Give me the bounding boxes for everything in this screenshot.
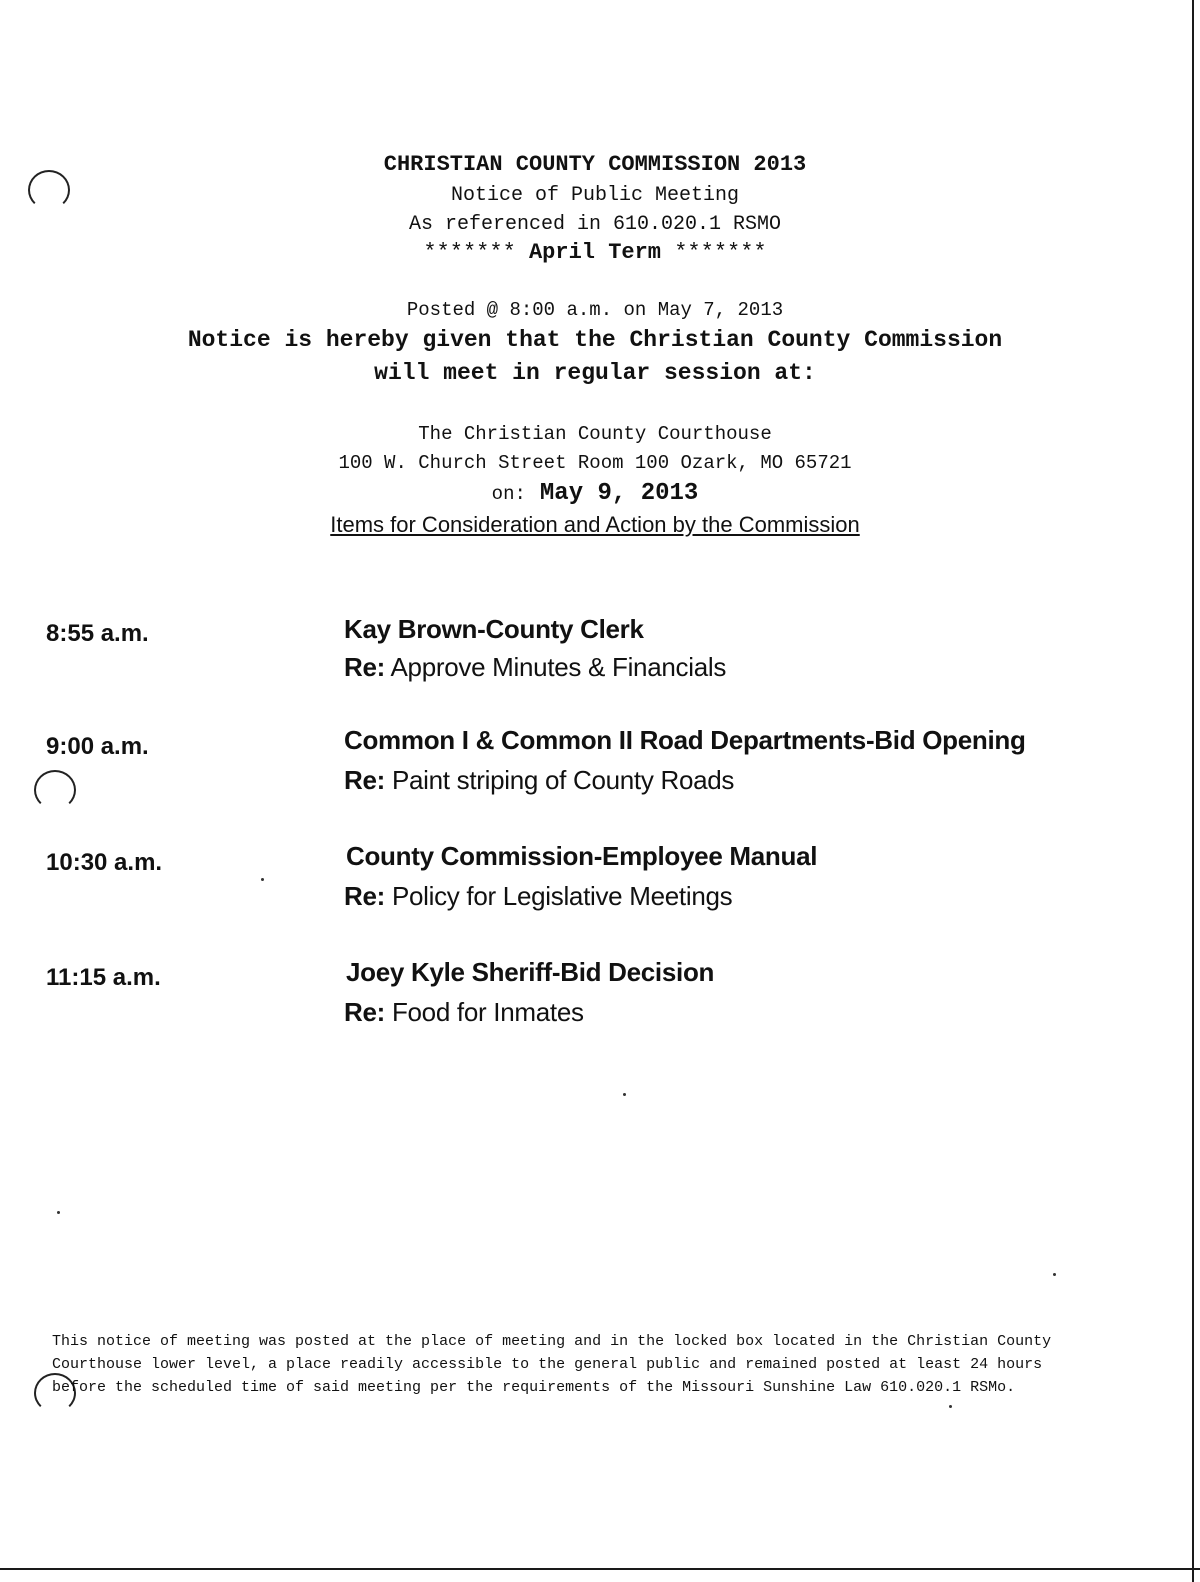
notice-line-2: will meet in regular session at: (374, 360, 816, 386)
scan-speck (1053, 1273, 1056, 1276)
agenda-time: 8:55 a.m. (46, 620, 149, 647)
agenda-time: 10:30 a.m. (46, 849, 163, 876)
re-text: Approve Minutes & Financials (390, 652, 727, 682)
agenda-re (344, 765, 734, 796)
agenda-title: Joey Kyle Sheriff-Bid Decision (346, 957, 715, 987)
commission-title: CHRISTIAN COUNTY COMMISSION 2013 (383, 152, 807, 177)
disclaimer-line-1: This notice of meeting was posted at the place of meeting and in the locked box located in the Christian County (52, 1333, 1052, 1350)
re-text: Food for Inmates (391, 997, 584, 1027)
meeting-date-line (0, 480, 1190, 507)
scan-edge-right (1192, 0, 1194, 1582)
term-name: April Term (528, 240, 662, 265)
notice-line-1: Notice is hereby given that the Christian County Commission (187, 327, 1003, 353)
punch-hole-middle (34, 770, 76, 810)
scan-speck (623, 1093, 626, 1096)
agenda-title: County Commission-Employee Manual (346, 841, 818, 871)
location-name: The Christian County Courthouse (418, 423, 772, 445)
agenda-time: 9:00 a.m. (46, 733, 149, 760)
term-prefix: ******* (423, 240, 516, 265)
re-label: Re: (344, 652, 385, 682)
re-label: Re: (344, 997, 385, 1027)
posting-disclaimer (52, 1330, 1142, 1399)
re-label: Re: (344, 765, 385, 795)
notice-type: Notice of Public Meeting (450, 184, 740, 207)
posted-line: Posted @ 8:00 a.m. on May 7, 2013 (406, 299, 784, 321)
re-label: Re: (344, 881, 385, 911)
agenda-heading: Items for Consideration and Action by the Commission (330, 512, 860, 537)
location-address: 100 W. Church Street Room 100 Ozark, MO 65721 (338, 452, 852, 474)
agenda-time: 11:15 a.m. (46, 964, 161, 991)
disclaimer-line-3: before the scheduled time of said meeting per the requirements of the Missouri Sunshine Law 610.020.1 RSMo. (52, 1379, 1016, 1396)
agenda-re (344, 997, 584, 1028)
statute-reference: As referenced in 610.020.1 RSMO (408, 213, 782, 236)
re-text: Paint striping of County Roads (391, 765, 735, 795)
re-text: Policy for Legislative Meetings (391, 881, 733, 911)
agenda-re (344, 652, 726, 683)
term-line (0, 240, 1190, 265)
scan-speck (261, 878, 264, 881)
scan-speck (949, 1405, 952, 1408)
term-suffix: ******* (674, 240, 767, 265)
disclaimer-line-2: Courthouse lower level, a place readily accessible to the general public and remained posted at least 24 hours (52, 1356, 1043, 1373)
scan-speck (57, 1211, 60, 1214)
on-label: on: (491, 483, 526, 505)
scan-edge-bottom (0, 1568, 1200, 1570)
agenda-re (344, 881, 732, 912)
agenda-title: Common I & Common II Road Departments-Bid Opening (344, 725, 1026, 755)
agenda-title: Kay Brown-County Clerk (344, 614, 644, 644)
meeting-date: May 9, 2013 (539, 480, 699, 507)
